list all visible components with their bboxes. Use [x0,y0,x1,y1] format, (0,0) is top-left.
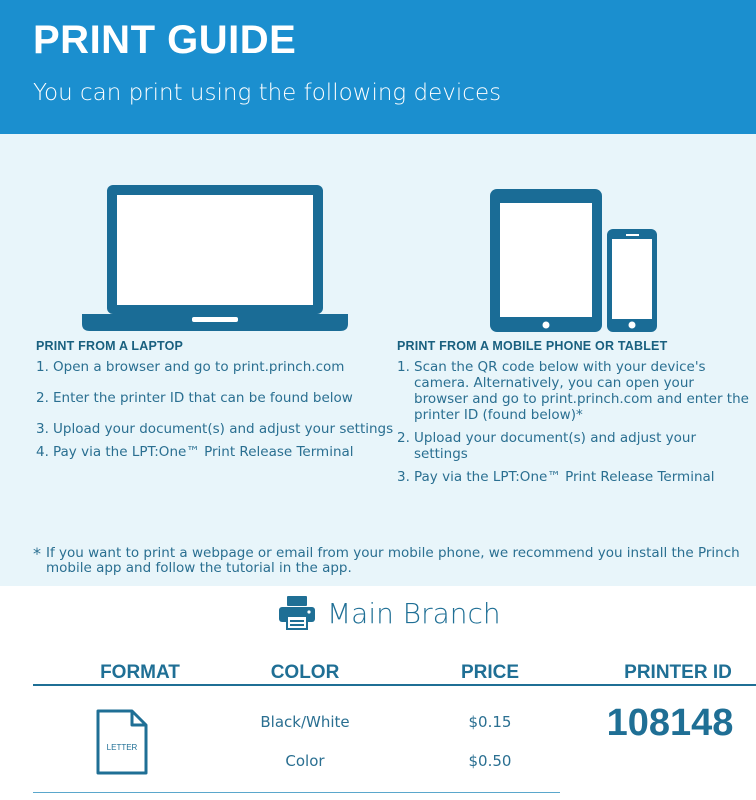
price-black-white: $0.15 [468,713,512,731]
list-item: 2. Upload your document(s) and adjust your settings [397,430,697,462]
price-color: $0.50 [468,752,512,770]
footnote [33,546,753,576]
color-black-white: Black/White [260,713,350,731]
list-item: 2. Enter the printer ID that can be found below [36,390,353,406]
branch-title [279,596,501,630]
column-header-price: PRICE [460,662,520,683]
page-subtitle: You can print using the following devices [33,80,502,106]
mobile-heading: PRINT FROM A MOBILE PHONE OR TABLET [397,339,668,353]
list-item: 3. Upload your document(s) and adjust your settings [36,421,394,437]
footnote-marker: * [33,544,41,563]
color-color: Color [285,752,325,770]
list-item: 1. Open a browser and go to print.princh.com [36,359,345,375]
row-divider [33,792,560,793]
column-header-color: COLOR [270,662,340,683]
format-label: LETTER [106,743,138,752]
list-item: 3. Pay via the LPT:One™ Print Release Terminal [397,469,715,485]
document-icon [96,709,148,775]
laptop-instructions [36,339,396,467]
list-item: 4. Pay via the LPT:One™ Print Release Terminal [36,444,354,460]
tablet-phone-icon [490,189,660,332]
laptop-icon [82,185,348,331]
column-header-printer-id: PRINTER ID [624,662,732,683]
list-item: 1. Scan the QR code below with your device's camera. Alternatively, you can open your browser and go to print.princh.com and enter the printer ID (found below)* [397,359,749,423]
printer-icon [279,596,315,630]
page-title: PRINT GUIDE [33,18,297,62]
footnote-text: If you want to print a webpage or email from your mobile phone, we recommend you install the Princh mobile app and follow the tutorial in the app. [46,545,740,576]
branch-name: Main Branch [327,596,501,630]
header-divider [33,684,756,686]
laptop-heading: PRINT FROM A LAPTOP [36,339,184,353]
devices-section [0,134,756,586]
mobile-instructions [397,339,749,492]
column-header-format: FORMAT [100,662,180,683]
printer-id-value: 108148 [606,702,734,744]
branch-section [0,586,756,800]
header-banner [0,0,756,134]
